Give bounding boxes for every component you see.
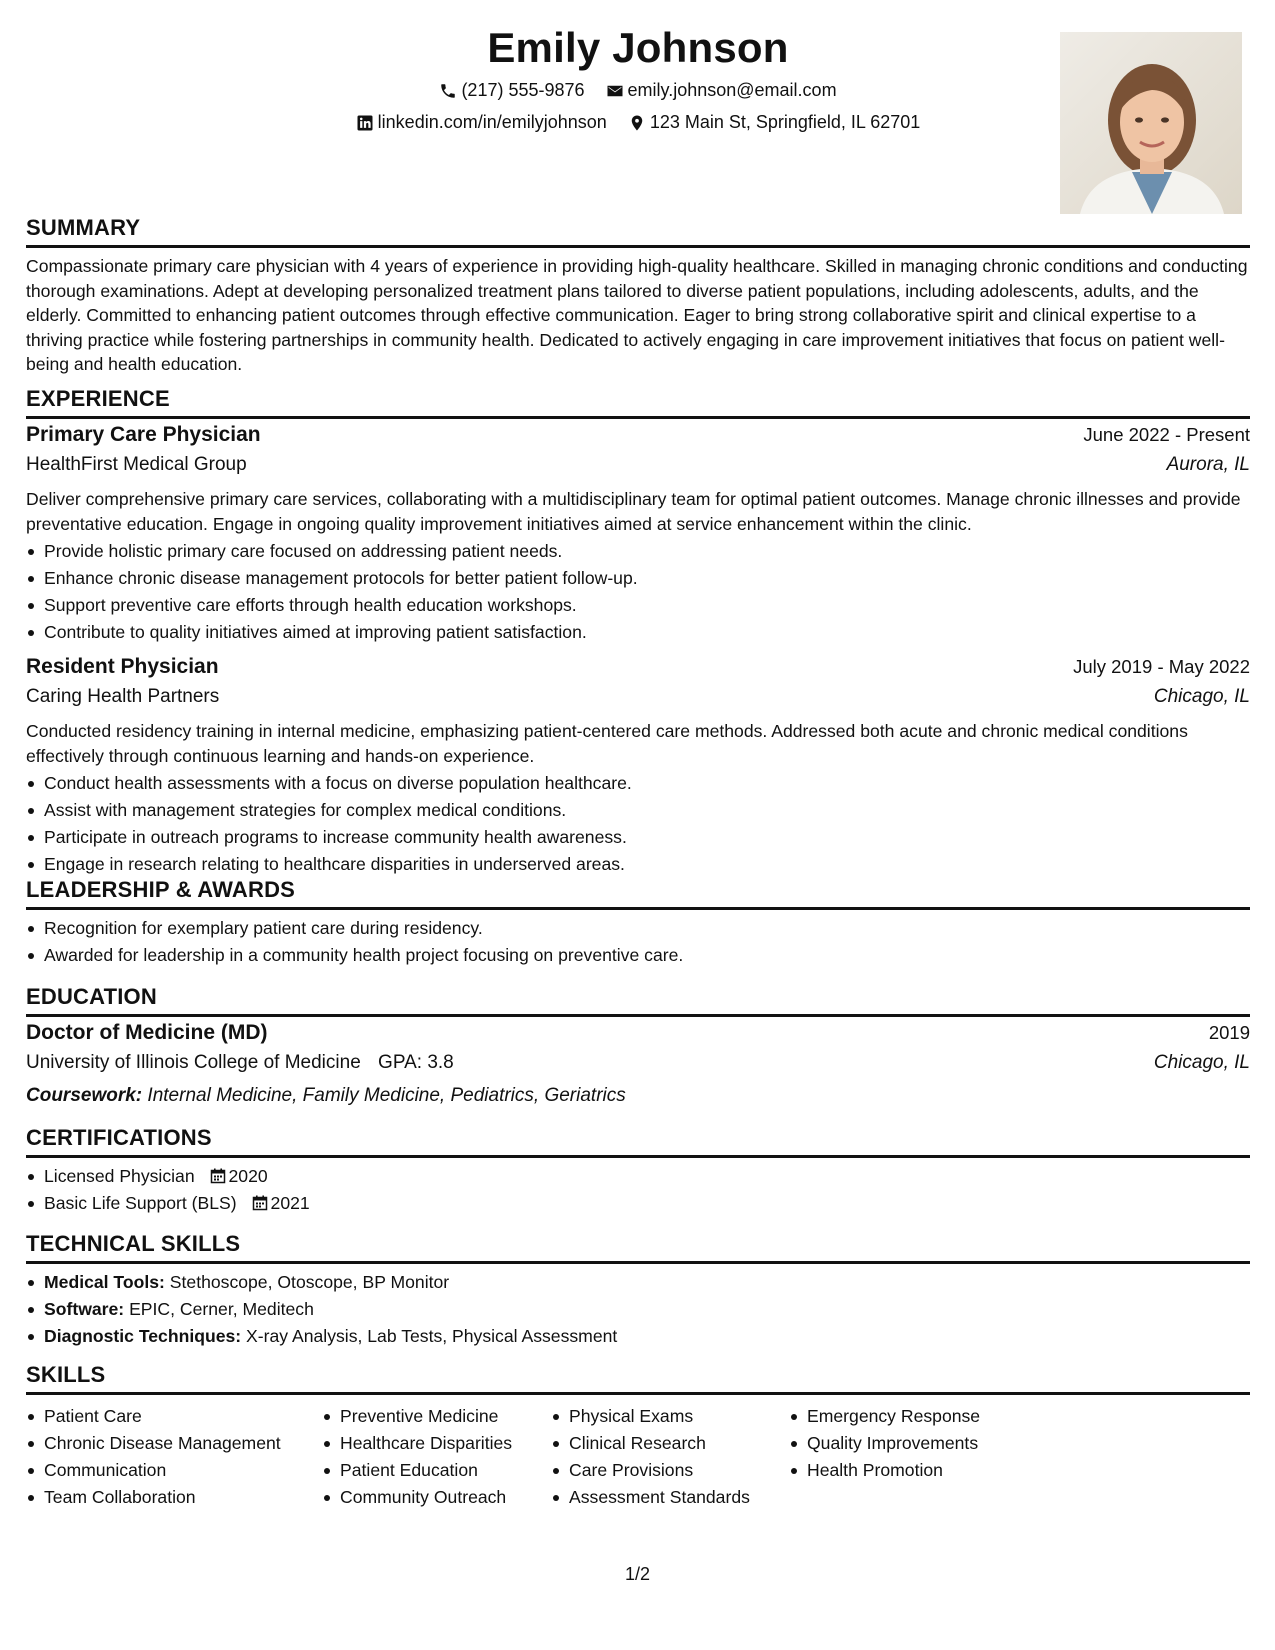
list-item: Clinical Research: [551, 1430, 789, 1457]
section-title-certifications: CERTIFICATIONS: [26, 1125, 212, 1150]
list-item: Community Outreach: [322, 1484, 551, 1511]
school-location: Chicago, IL: [1153, 1052, 1250, 1073]
list-item: Patient Care: [26, 1403, 322, 1430]
list-item: Care Provisions: [551, 1457, 789, 1484]
coursework-list: Internal Medicine, Family Medicine, Pediatrics, Geriatrics: [147, 1085, 626, 1106]
section-title-summary: SUMMARY: [26, 215, 141, 240]
job-description: Deliver comprehensive primary care services, collaborating with a multidisciplinary team for optimal patient outcomes. Manage chronic illnesses and provide preventative education. Engage in ongoing quality improvement initiatives aimed at service enhancement within the clinic.: [26, 489, 1241, 534]
skills-section: [26, 1360, 1250, 1511]
section-title-technical-skills: TECHNICAL SKILLS: [26, 1231, 241, 1256]
list-item: Healthcare Disparities: [322, 1430, 551, 1457]
list-item: Physical Exams: [551, 1403, 789, 1430]
leadership-section: [26, 875, 1250, 969]
list-item: Health Promotion: [789, 1457, 1029, 1484]
job-description: Conducted residency training in internal medicine, emphasizing patient-centered care methods. Addressed both acute and chronic medical conditions effectively through continuous learning and hands-on experience.: [26, 721, 1188, 766]
job-dates: June 2022 - Present: [1083, 424, 1250, 445]
section-title-leadership: LEADERSHIP & AWARDS: [26, 877, 296, 902]
degree-title: Doctor of Medicine (MD): [26, 1021, 268, 1044]
experience-section: [26, 384, 1250, 878]
skill-values: Stethoscope, Otoscope, BP Monitor: [169, 1272, 450, 1292]
section-title-skills: SKILLS: [26, 1362, 106, 1387]
job-org-row: [26, 686, 1250, 717]
skill-category: Software:: [44, 1299, 125, 1319]
job-bullets: [26, 538, 1250, 646]
calendar-icon: [252, 1195, 268, 1211]
education-section: [26, 982, 1250, 1111]
school-name: University of Illinois College of Medicine: [26, 1052, 361, 1073]
section-divider: [26, 1261, 1250, 1264]
gpa: GPA: 3.8: [378, 1052, 454, 1073]
job-organization: Caring Health Partners: [26, 686, 220, 707]
linkedin-icon: [356, 114, 374, 132]
coursework-row: [26, 1081, 1250, 1111]
job-dates: July 2019 - May 2022: [1073, 656, 1250, 677]
list-item: [26, 1190, 1250, 1217]
section-divider: [26, 245, 1250, 248]
skills-column: [551, 1403, 789, 1511]
job-header: [26, 423, 1250, 454]
job-location: Chicago, IL: [1153, 686, 1250, 707]
certification-name: Licensed Physician: [44, 1166, 195, 1186]
job-header: [26, 655, 1250, 686]
list-item: Preventive Medicine: [322, 1403, 551, 1430]
list-item: Conduct health assessments with a focus on diverse population healthcare.: [26, 770, 1250, 797]
certifications-section: [26, 1123, 1250, 1217]
list-item: Patient Education: [322, 1457, 551, 1484]
list-item: Team Collaboration: [26, 1484, 322, 1511]
list-item: Communication: [26, 1457, 322, 1484]
school-row: [26, 1052, 1250, 1081]
calendar-icon: [210, 1168, 226, 1184]
contact-email[interactable]: [606, 80, 837, 101]
candidate-name: Emily Johnson: [487, 24, 789, 71]
degree-row: [26, 1021, 1250, 1052]
section-divider: [26, 907, 1250, 910]
list-item: Awarded for leadership in a community health project focusing on preventive care.: [26, 942, 1250, 969]
list-item: Contribute to quality initiatives aimed at improving patient satisfaction.: [26, 619, 1250, 646]
list-item: Assist with management strategies for complex medical conditions.: [26, 797, 1250, 824]
job-location: Aurora, IL: [1166, 454, 1250, 475]
job-entry: [26, 423, 1250, 646]
certification-year: 2021: [270, 1193, 310, 1213]
certification-year: 2020: [228, 1166, 268, 1186]
job-title: Primary Care Physician: [26, 423, 261, 446]
list-item: Participate in outreach programs to increase community health awareness.: [26, 824, 1250, 851]
list-item: Engage in research relating to healthcare disparities in underserved areas.: [26, 851, 1250, 878]
linkedin-url[interactable]: linkedin.com/in/emilyjohnson: [377, 112, 607, 132]
leadership-list: [26, 915, 1250, 969]
list-item: [26, 1163, 1250, 1190]
section-divider: [26, 1392, 1250, 1395]
contact-phone: [439, 80, 584, 101]
profile-photo: [1060, 32, 1242, 214]
envelope-icon: [606, 82, 624, 100]
page-number: 1/2: [624, 1564, 651, 1584]
list-item: [26, 1323, 1250, 1350]
list-item: [26, 1296, 1250, 1323]
job-organization: HealthFirst Medical Group: [26, 454, 247, 475]
section-divider: [26, 1155, 1250, 1158]
school-info: [26, 1052, 454, 1074]
list-item: Quality Improvements: [789, 1430, 1029, 1457]
list-item: Provide holistic primary care focused on addressing patient needs.: [26, 538, 1250, 565]
skill-values: X-ray Analysis, Lab Tests, Physical Assessment: [246, 1326, 618, 1346]
list-item: [26, 1269, 1250, 1296]
graduation-year: 2019: [1208, 1022, 1250, 1043]
technical-skills-section: [26, 1229, 1250, 1350]
skills-column: [26, 1403, 322, 1511]
skill-category: Medical Tools:: [44, 1272, 165, 1292]
certifications-list: [26, 1163, 1250, 1217]
job-entry: [26, 655, 1250, 878]
list-item: Assessment Standards: [551, 1484, 789, 1511]
contact-address: [628, 112, 921, 133]
list-item: Emergency Response: [789, 1403, 1029, 1430]
list-item: Chronic Disease Management: [26, 1430, 322, 1457]
map-pin-icon: [628, 114, 646, 132]
section-title-experience: EXPERIENCE: [26, 386, 170, 411]
email-address[interactable]: emily.johnson@email.com: [627, 80, 837, 100]
skills-column: [789, 1403, 1029, 1511]
contact-linkedin[interactable]: [356, 112, 607, 133]
summary-section: [26, 213, 1250, 377]
technical-skills-list: [26, 1269, 1250, 1350]
job-title: Resident Physician: [26, 655, 219, 678]
summary-text: Compassionate primary care physician with 4 years of experience in providing high-quality healthcare. Skilled in managing chronic conditions and conducting thorough examinations. Adept at developing personalized treatment plans tailored to diverse patient populations, including adolescents, adults, and the elderly. Committed to enhancing patient outcomes through effective communication. Eager to bring strong collaborative spirit and clinical expertise to a thriving practice while fostering partnerships in community health. Dedicated to actively engaging in care improvement initiatives that focus on patient well-being and health education.: [26, 256, 1248, 374]
list-item: Recognition for exemplary patient care during residency.: [26, 915, 1250, 942]
skill-category: Diagnostic Techniques:: [44, 1326, 242, 1346]
phone-number: (217) 555-9876: [461, 80, 585, 100]
skills-grid: [26, 1403, 1250, 1511]
list-item: Support preventive care efforts through health education workshops.: [26, 592, 1250, 619]
resume-header: [26, 22, 1250, 212]
section-divider: [26, 1014, 1250, 1017]
section-title-education: EDUCATION: [26, 984, 157, 1009]
skill-values: EPIC, Cerner, Meditech: [129, 1299, 314, 1319]
coursework-label: Coursework:: [26, 1085, 143, 1106]
phone-icon: [439, 82, 457, 100]
job-org-row: [26, 454, 1250, 485]
resume-page: [26, 0, 1250, 1650]
list-item: Enhance chronic disease management protocols for better patient follow-up.: [26, 565, 1250, 592]
section-divider: [26, 416, 1250, 419]
street-address: 123 Main St, Springfield, IL 62701: [649, 112, 921, 132]
certification-name: Basic Life Support (BLS): [44, 1193, 237, 1213]
skills-column: [322, 1403, 551, 1511]
job-bullets: [26, 770, 1250, 878]
